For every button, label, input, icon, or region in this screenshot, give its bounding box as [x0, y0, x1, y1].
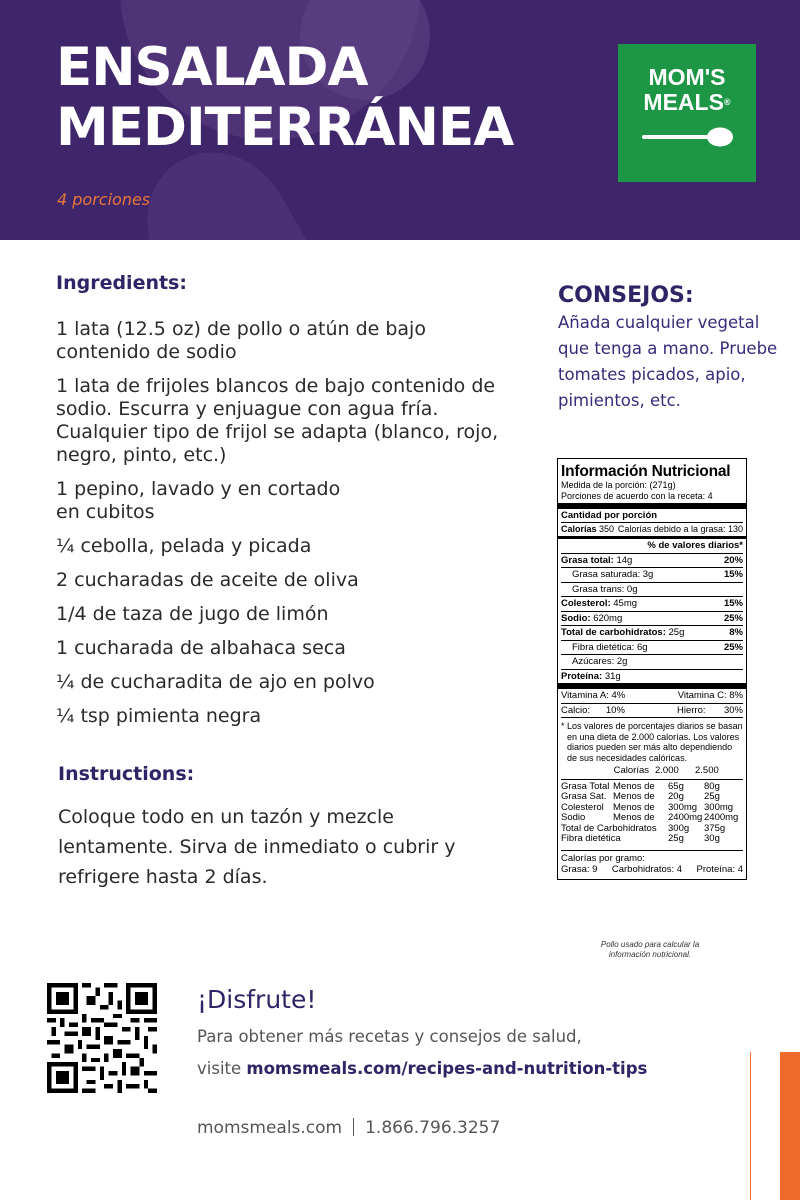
nutrient-row-carbs [561, 625, 743, 640]
servings-per-recipe: Porciones de acuerdo con la receta: 4 [561, 490, 713, 501]
ref-header-label: Calorías [613, 765, 649, 776]
nutrient-label: Grasa trans: [572, 583, 625, 595]
ref-v1: 65g [668, 780, 684, 792]
website-link[interactable]: momsmeals.com [197, 1118, 343, 1138]
reference-header-row [561, 766, 743, 777]
ref-name: Fibra dietética [561, 833, 621, 844]
per-gram-protein: Proteína: 4 [696, 864, 743, 875]
tips-text: Añada cualquier vegetal que tenga a mano. Pruebe tomates picados, apio, pimientos, etc. [558, 313, 778, 410]
ref-cmp: Menos de [613, 812, 655, 823]
recipes-link[interactable]: momsmeals.com/recipes-and-nutrition-tips [246, 1059, 648, 1078]
logo-line2 [618, 90, 756, 114]
nutrient-cell [561, 671, 621, 683]
nutrient-dv: 15% [723, 598, 743, 609]
ref-cmp: Menos de [613, 780, 655, 792]
nutrient-amount: 14g [616, 554, 633, 566]
nutrient-amount: 0g [626, 583, 638, 595]
ref-v2: 30g [704, 833, 720, 844]
ref-v2: 2400mg [704, 812, 739, 823]
ref-header-col2: 2.500 [695, 765, 719, 776]
instructions-heading: Instructions: [58, 763, 195, 785]
nutrient-row-total-fat [561, 553, 743, 568]
per-gram-values [561, 864, 743, 876]
recipe-title [56, 38, 513, 158]
reference-row [561, 813, 743, 824]
ref-v1: 300mg [668, 801, 698, 813]
ingredient-item: ¼ cebolla, pelada y picada [56, 535, 312, 557]
contact-footer [197, 1118, 500, 1138]
qr-code-icon[interactable] [47, 983, 157, 1093]
nutrient-amount: 2g [616, 656, 628, 667]
reference-values-section [561, 779, 743, 845]
ref-name: Sodio [561, 812, 586, 823]
servings-count: 4 porciones [57, 190, 151, 209]
serving-size: Medida de la porción: (271g) [561, 480, 676, 490]
ref-v2: 375g [704, 822, 726, 834]
divider [353, 1118, 354, 1136]
accent-bar [780, 1052, 800, 1200]
nutrient-amount: 45mg [613, 598, 638, 609]
nutrient-amount: 620mg [593, 612, 623, 624]
nutrition-facts-panel [557, 458, 747, 880]
ref-name: Total de Carbohidratos [561, 822, 657, 834]
spoon-icon [642, 124, 734, 150]
visit-line2 [197, 1059, 647, 1078]
nutrient-amount: 3g [642, 569, 654, 580]
per-gram-label: Calorías por gramo: [561, 852, 645, 864]
minerals-row [561, 703, 743, 718]
per-gram-fat: Grasa: 9 [561, 864, 598, 875]
ingredient-item: 1 pepino, lavado y en cortado en cubitos [56, 478, 341, 523]
nutrient-cell [561, 613, 622, 625]
per-gram-carb: Carbohidratos: 4 [611, 864, 683, 875]
ref-v1: 20g [668, 791, 684, 802]
nutrient-cell [561, 555, 632, 567]
logo-registered-mark: ® [723, 97, 731, 107]
nutrient-row-sodium [561, 611, 743, 626]
vitamins-row [561, 689, 743, 703]
nutrient-label: Sodio: [561, 612, 591, 624]
iron-cell [677, 705, 743, 717]
tips-heading: CONSEJOS: [558, 283, 694, 308]
ref-v2: 25g [704, 791, 720, 802]
calories-value: 350 [599, 523, 615, 534]
logo-line1: MOM'S [648, 64, 726, 90]
nutrient-row-sugars [561, 654, 743, 669]
nutrient-dv: 8% [729, 627, 743, 638]
vitamin-a: Vitamina A: 4% [561, 690, 626, 701]
nutrient-cell [561, 598, 637, 610]
ingredient-item: ¼ de cucharadita de ajo en polvo [56, 671, 375, 693]
nutrient-cell [561, 627, 684, 639]
calories-label: Calorías [561, 523, 597, 534]
iron-label: Hierro: [676, 704, 706, 716]
nutrient-dv: 25% [723, 641, 743, 653]
accent-line [750, 1052, 751, 1200]
nutrition-title: Información Nutricional [561, 463, 731, 480]
moms-meals-logo [618, 44, 756, 182]
ref-v1: 300g [668, 822, 690, 834]
nutrient-row-sat-fat [561, 567, 743, 582]
ref-header-col1: 2.000 [655, 765, 679, 776]
reference-values-table [561, 782, 743, 845]
recipe-title-line1: ENSALADA [56, 37, 368, 98]
enjoy-heading: ¡Disfrute! [197, 985, 317, 1014]
instructions-text: Coloque todo en un tazón y mezcle lentamente. Sirva de inmediato o cubrir y refrigere hasta 2 días. [58, 806, 456, 888]
nutrient-label: Azúcares: [572, 656, 615, 667]
nutrient-dv: 15% [723, 569, 743, 580]
reference-row [561, 834, 743, 845]
nutrient-cell [572, 642, 648, 654]
nutrient-amount: 6g [636, 641, 648, 653]
calcium-value: 10% [605, 704, 625, 716]
recipe-header [0, 0, 800, 240]
visit-prefix: visite [197, 1059, 242, 1078]
ingredient-item: 1/4 de taza de jugo de limón [56, 603, 329, 625]
nutrient-dv: 20% [723, 554, 743, 566]
reference-header-table [561, 766, 743, 777]
nutrient-label: Fibra dietética: [572, 641, 635, 653]
nutrient-label: Total de carbohidratos: [561, 627, 666, 638]
nutrient-amount: 25g [668, 627, 685, 638]
ref-v1: 25g [668, 833, 684, 844]
nutrient-cell [572, 584, 638, 596]
ref-name: Grasa Sat. [561, 791, 607, 802]
ref-v2: 80g [704, 780, 720, 792]
amount-per-serving: Cantidad por porción [561, 510, 658, 521]
ref-cmp: Menos de [613, 791, 655, 802]
nutrition-note: Pollo usado para calcular la información nutricional. [600, 940, 700, 959]
nutrient-cell [572, 569, 653, 581]
nutrient-label: Grasa saturada: [572, 569, 641, 580]
nutrient-amount: 31g [604, 670, 621, 682]
ref-v1: 2400mg [668, 812, 703, 823]
ingredient-item: 1 lata de frijoles blancos de bajo contenido de sodio. Escurra y enjuague con agua fría. Cualquier tipo de frijol se adapta (blanco, rojo, negro, pinto, etc.) [56, 375, 499, 466]
nutrient-label: Proteína: [561, 670, 603, 682]
ingredients-heading: Ingredients: [56, 272, 187, 294]
ingredient-item: ¼ tsp pimienta negra [56, 705, 262, 727]
nutrient-row-cholesterol [561, 596, 743, 611]
ingredient-item: 1 cucharada de albahaca seca [56, 637, 346, 659]
phone-number[interactable]: 1.866.796.3257 [365, 1118, 501, 1138]
nutrient-row-trans-fat [561, 582, 743, 597]
ref-v2: 300mg [704, 801, 734, 813]
nutrient-cell [572, 656, 627, 668]
daily-value-footnote: * Los valores de porcentajes diarios se basan en una dieta de 2.000 calorías. Los valores diarios pueden ser más alto dependiendo de sus necesidades calóricas. [561, 717, 743, 766]
reference-row [561, 792, 743, 803]
calcium-label: Calcio: [561, 704, 591, 716]
calcium-cell [561, 705, 625, 717]
nutrient-row-protein [561, 669, 743, 684]
nutrient-dv: 25% [723, 612, 743, 624]
nutrient-row-fiber [561, 640, 743, 655]
ref-name: Colesterol [561, 801, 604, 813]
recipe-title-line2: MEDITERRÁNEA [56, 97, 514, 158]
nutrient-label: Colesterol: [561, 598, 611, 609]
daily-value-header: % de valores diarios* [647, 540, 743, 551]
ref-cmp: Menos de [613, 801, 655, 813]
nutrient-label: Grasa total: [561, 554, 614, 566]
ingredients-list [56, 318, 526, 739]
calories-cell [561, 524, 614, 535]
fat-calories: Calorías debido a la grasa: 130 [617, 523, 743, 534]
iron-value: 30% [723, 704, 743, 716]
ingredient-item: 1 lata (12.5 oz) de pollo o atún de bajo contenido de sodio [56, 318, 426, 363]
calories-per-gram [561, 850, 743, 876]
calories-row [561, 522, 743, 536]
ingredient-item: 2 cucharadas de aceite de oliva [56, 569, 359, 591]
logo-line2-text: MEALS [643, 89, 724, 115]
visit-line1: Para obtener más recetas y consejos de salud, [197, 1027, 582, 1046]
vitamin-c: Vitamina C: 8% [677, 690, 743, 701]
ref-name: Grasa Total [561, 780, 610, 792]
